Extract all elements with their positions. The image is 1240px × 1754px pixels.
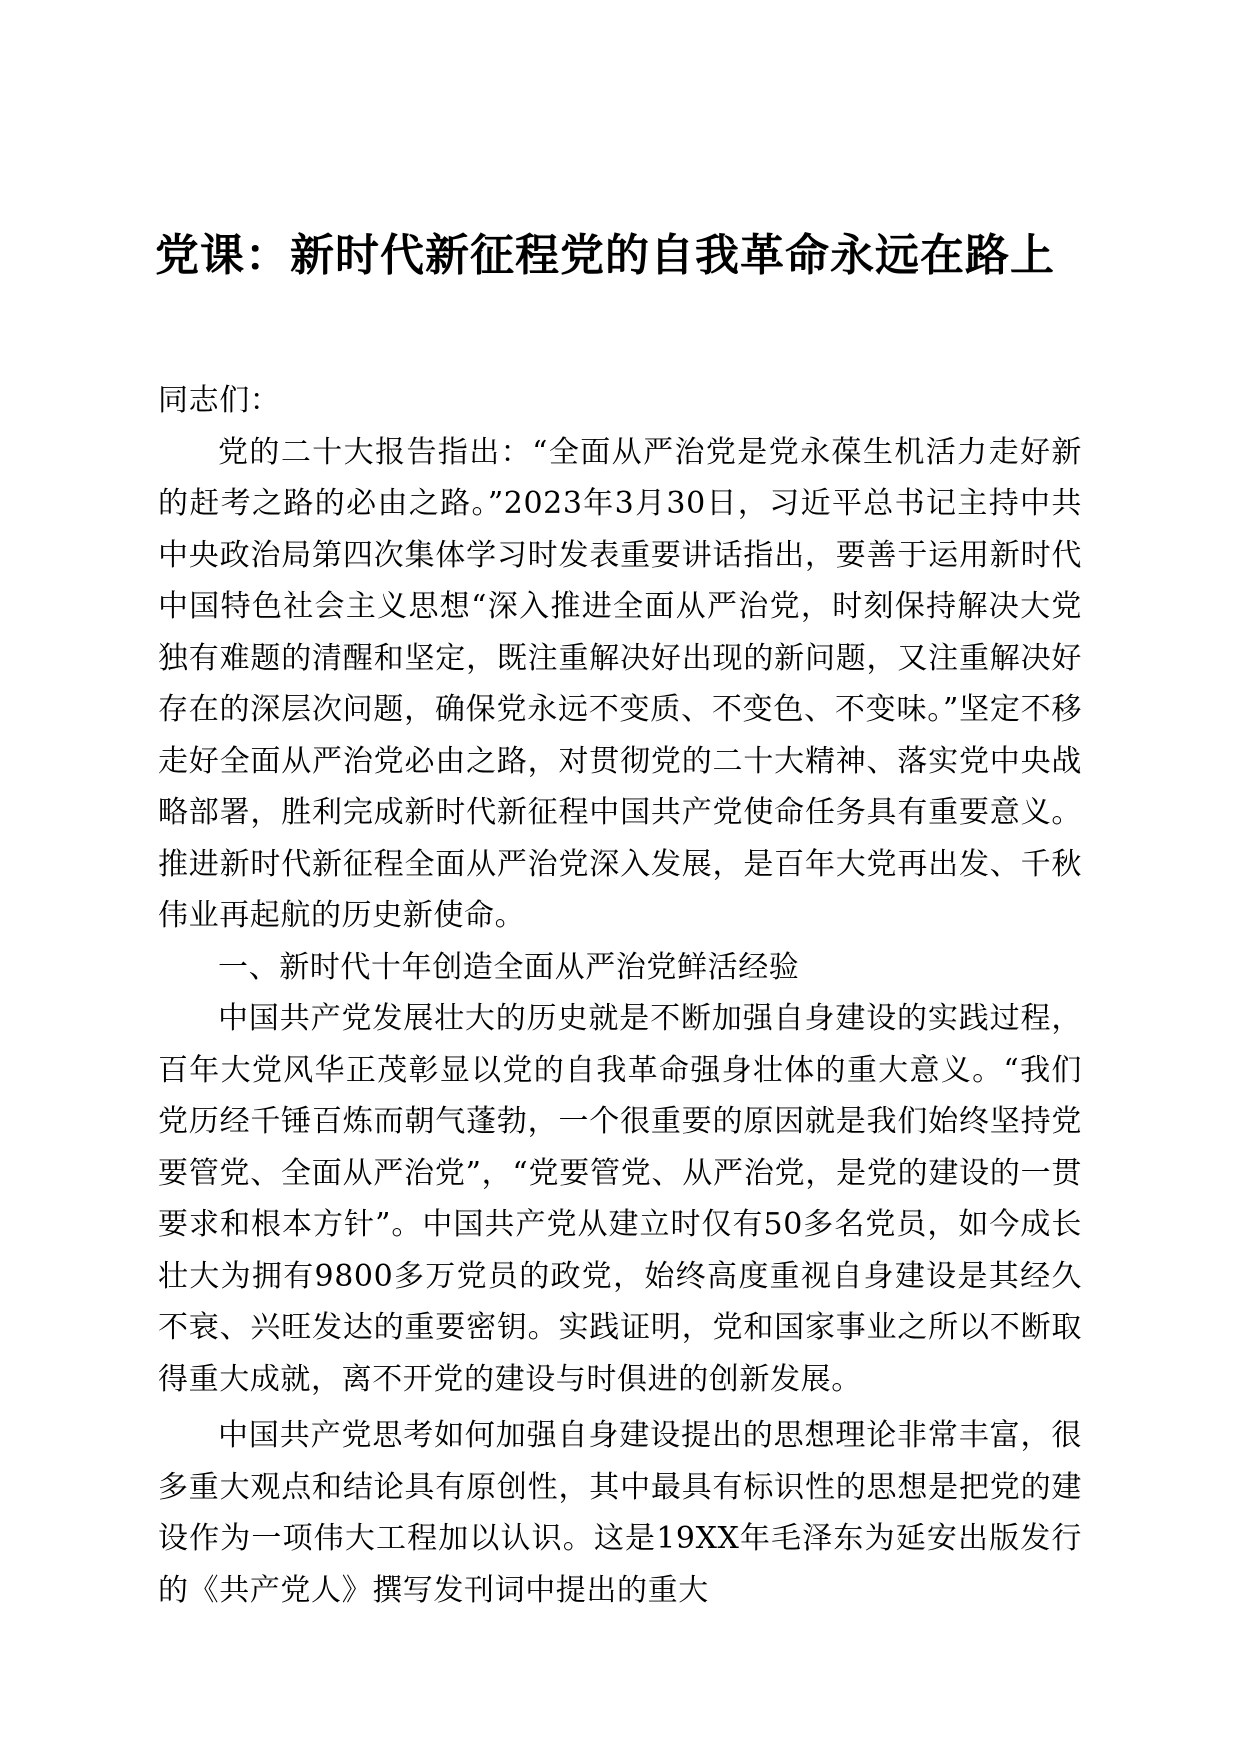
section-heading-1: 一、新时代十年创造全面从严治党鲜活经验 [218, 949, 800, 985]
salutation: 同志们： [158, 383, 281, 418]
paragraph-2: 中国共产党发展壮大的历史就是不断加强自身建设的实践过程，百年大党风华正茂彰显以党的自我革命强身壮体的重大意义。“我们党历经千锤百炼而朝气蓬勃，一个很重要的原因就是我们始终坚持党要管党、全面从严治党”，“党要管党、从严治党，是党的建设的一贯要求和根本方针”。中国共产党从建立时仅有50多名党员，如今成长壮大为拥有9800多万党员的政党，始终高度重视自身建设是其经久不衰、兴旺发达的重要密钥。实践证明，党和国家事业之所以不断取得重大成就，离不开党的建设与时俱进的创新发展。 [158, 1001, 1082, 1397]
paragraph-3: 中国共产党思考如何加强自身建设提出的思想理论非常丰富，很多重大观点和结论具有原创性，其中最具有标识性的思想是把党的建设作为一项伟大工程加以认识。这是19XX年毛泽东为延安出版发行的《共产党人》撰写发刊词中提出的重大 [158, 1418, 1082, 1608]
document-title: 党课：新时代新征程党的自我革命永远在路上 [155, 230, 1055, 281]
paragraph-1: 党的二十大报告指出：“全面从严治党是党永葆生机活力走好新的赶考之路的必由之路。”2023年3月30日，习近平总书记主持中共中央政治局第四次集体学习时发表重要讲话指出，要善于运用新时代中国特色社会主义思想“深入推进全面从严治党，时刻保持解决大党独有难题的清醒和坚定，既注重解决好出现的新问题，又注重解决好存在的深层次问题，确保党永远不变质、不变色、不变味。”坚定不移走好全面从严治党必由之路，对贯彻党的二十大精神、落实党中央战略部署，胜利完成新时代新征程中国共产党使命任务具有重要意义。推进新时代新征程全面从严治党深入发展，是百年大党再出发、千秋伟业再起航的历史新使命。 [158, 434, 1082, 933]
document-body [158, 375, 1082, 1616]
